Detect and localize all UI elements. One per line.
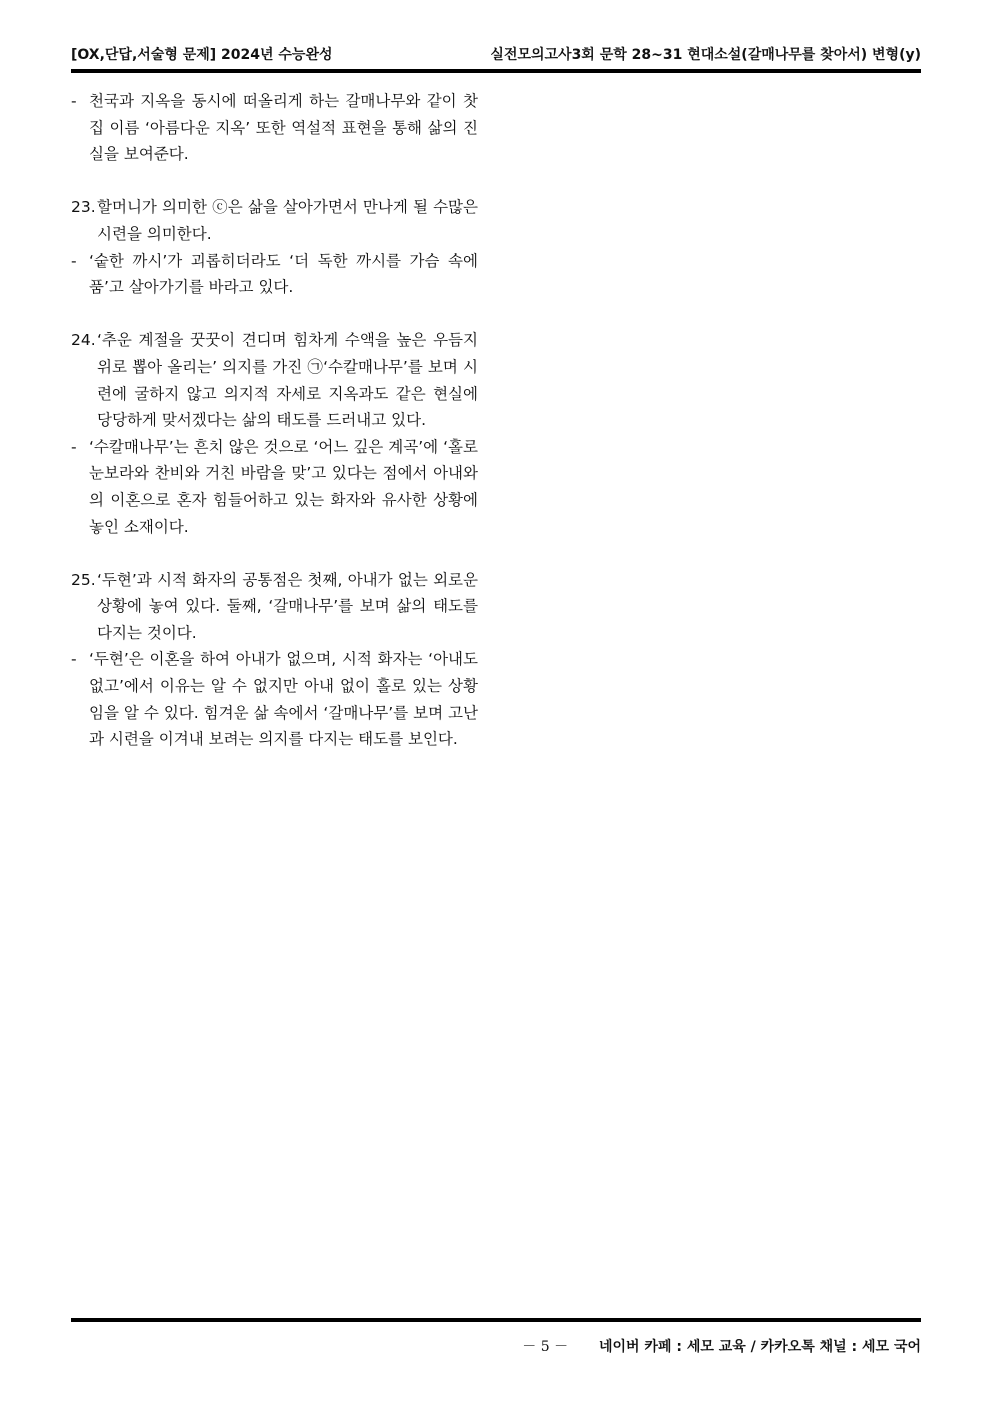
note-text: ‘숱한 까시’가 괴롭히더라도 ‘더 독한 까시를 가슴 속에 품’고 살아가기를 바라고 있다. — [89, 251, 478, 297]
question-23 — [71, 194, 478, 247]
question-number: 23. — [71, 198, 96, 217]
question-statement: ‘추운 계절을 꿋꿋이 견디며 힘차게 수액을 높은 우듬지 위로 뽑아 올리는’ 의지를 가진 ㉠‘수칼매나무’를 보며 시련에 굴하지 않고 의지적 자세로 지옥과도 같은 현실에 당당하게 맞서겠다는 삶의 태도를 드러내고 있다. — [97, 331, 478, 430]
header-rule — [71, 69, 921, 73]
note-text: ‘수칼매나무’는 흔치 않은 것으로 ‘어느 깊은 계곡’에 ‘홀로 눈보라와 찬비와 거친 바람을 맞’고 있다는 점에서 아내와의 이혼으로 혼자 힘들어하고 있는 화자와 유사한 상황에 놓인 소재이다. — [89, 437, 478, 536]
page-footer — [522, 1336, 921, 1358]
question-statement: 할머니가 의미한 ⓒ은 삶을 살아가면서 만나게 될 수많은 시련을 의미한다. — [97, 198, 478, 243]
content-column — [71, 88, 478, 753]
header-left-title: [OX,단답,서술형 문제] 2024년 수능완성 — [71, 47, 333, 63]
page-header — [71, 44, 921, 66]
intro-note-text: 천국과 지옥을 동시에 떠올리게 하는 갈매나무와 같이 찻집 이름 ‘아름다운 지옥’ 또한 역설적 표현을 통해 삶의 진실을 보여준다. — [89, 92, 478, 164]
question-number: 25. — [71, 570, 96, 589]
question-24-note — [71, 434, 478, 540]
question-23-note — [71, 248, 478, 301]
dash-marker: - — [71, 437, 77, 456]
question-25-note — [71, 646, 478, 752]
footer-channel-info: 네이버 카페 : 세모 교육 / 카카오톡 채널 : 세모 국어 — [598, 1339, 921, 1355]
note-text: ‘두현’은 이혼을 하여 아내가 없으며, 시적 화자는 ‘아내도 없고’에서 이유는 알 수 없지만 아내 없이 홀로 있는 상황임을 알 수 있다. 힘겨운 삶 속에서 ‘갈매나무’를 보며 고난과 시련을 이겨내 보려는 의지를 다지는 태도를 보인다. — [89, 650, 478, 749]
question-statement: ‘두현’과 시적 화자의 공통점은 첫째, 아내가 없는 외로운 상황에 놓여 있다. 둘째, ‘갈매나무’를 보며 삶의 태도를 다지는 것이다. — [97, 570, 478, 642]
footer-rule — [71, 1318, 921, 1322]
intro-note — [71, 88, 478, 168]
dash-marker: - — [71, 650, 77, 669]
question-number: 24. — [71, 331, 96, 350]
header-right-title: 실전모의고사3회 문학 28~31 현대소설(갈매나무를 찾아서) 변형(y) — [490, 47, 921, 63]
dash-marker: - — [71, 251, 77, 270]
dash-marker: - — [71, 92, 77, 110]
question-25 — [71, 567, 478, 647]
page-number: － 5 － — [522, 1339, 569, 1355]
question-24 — [71, 327, 478, 433]
